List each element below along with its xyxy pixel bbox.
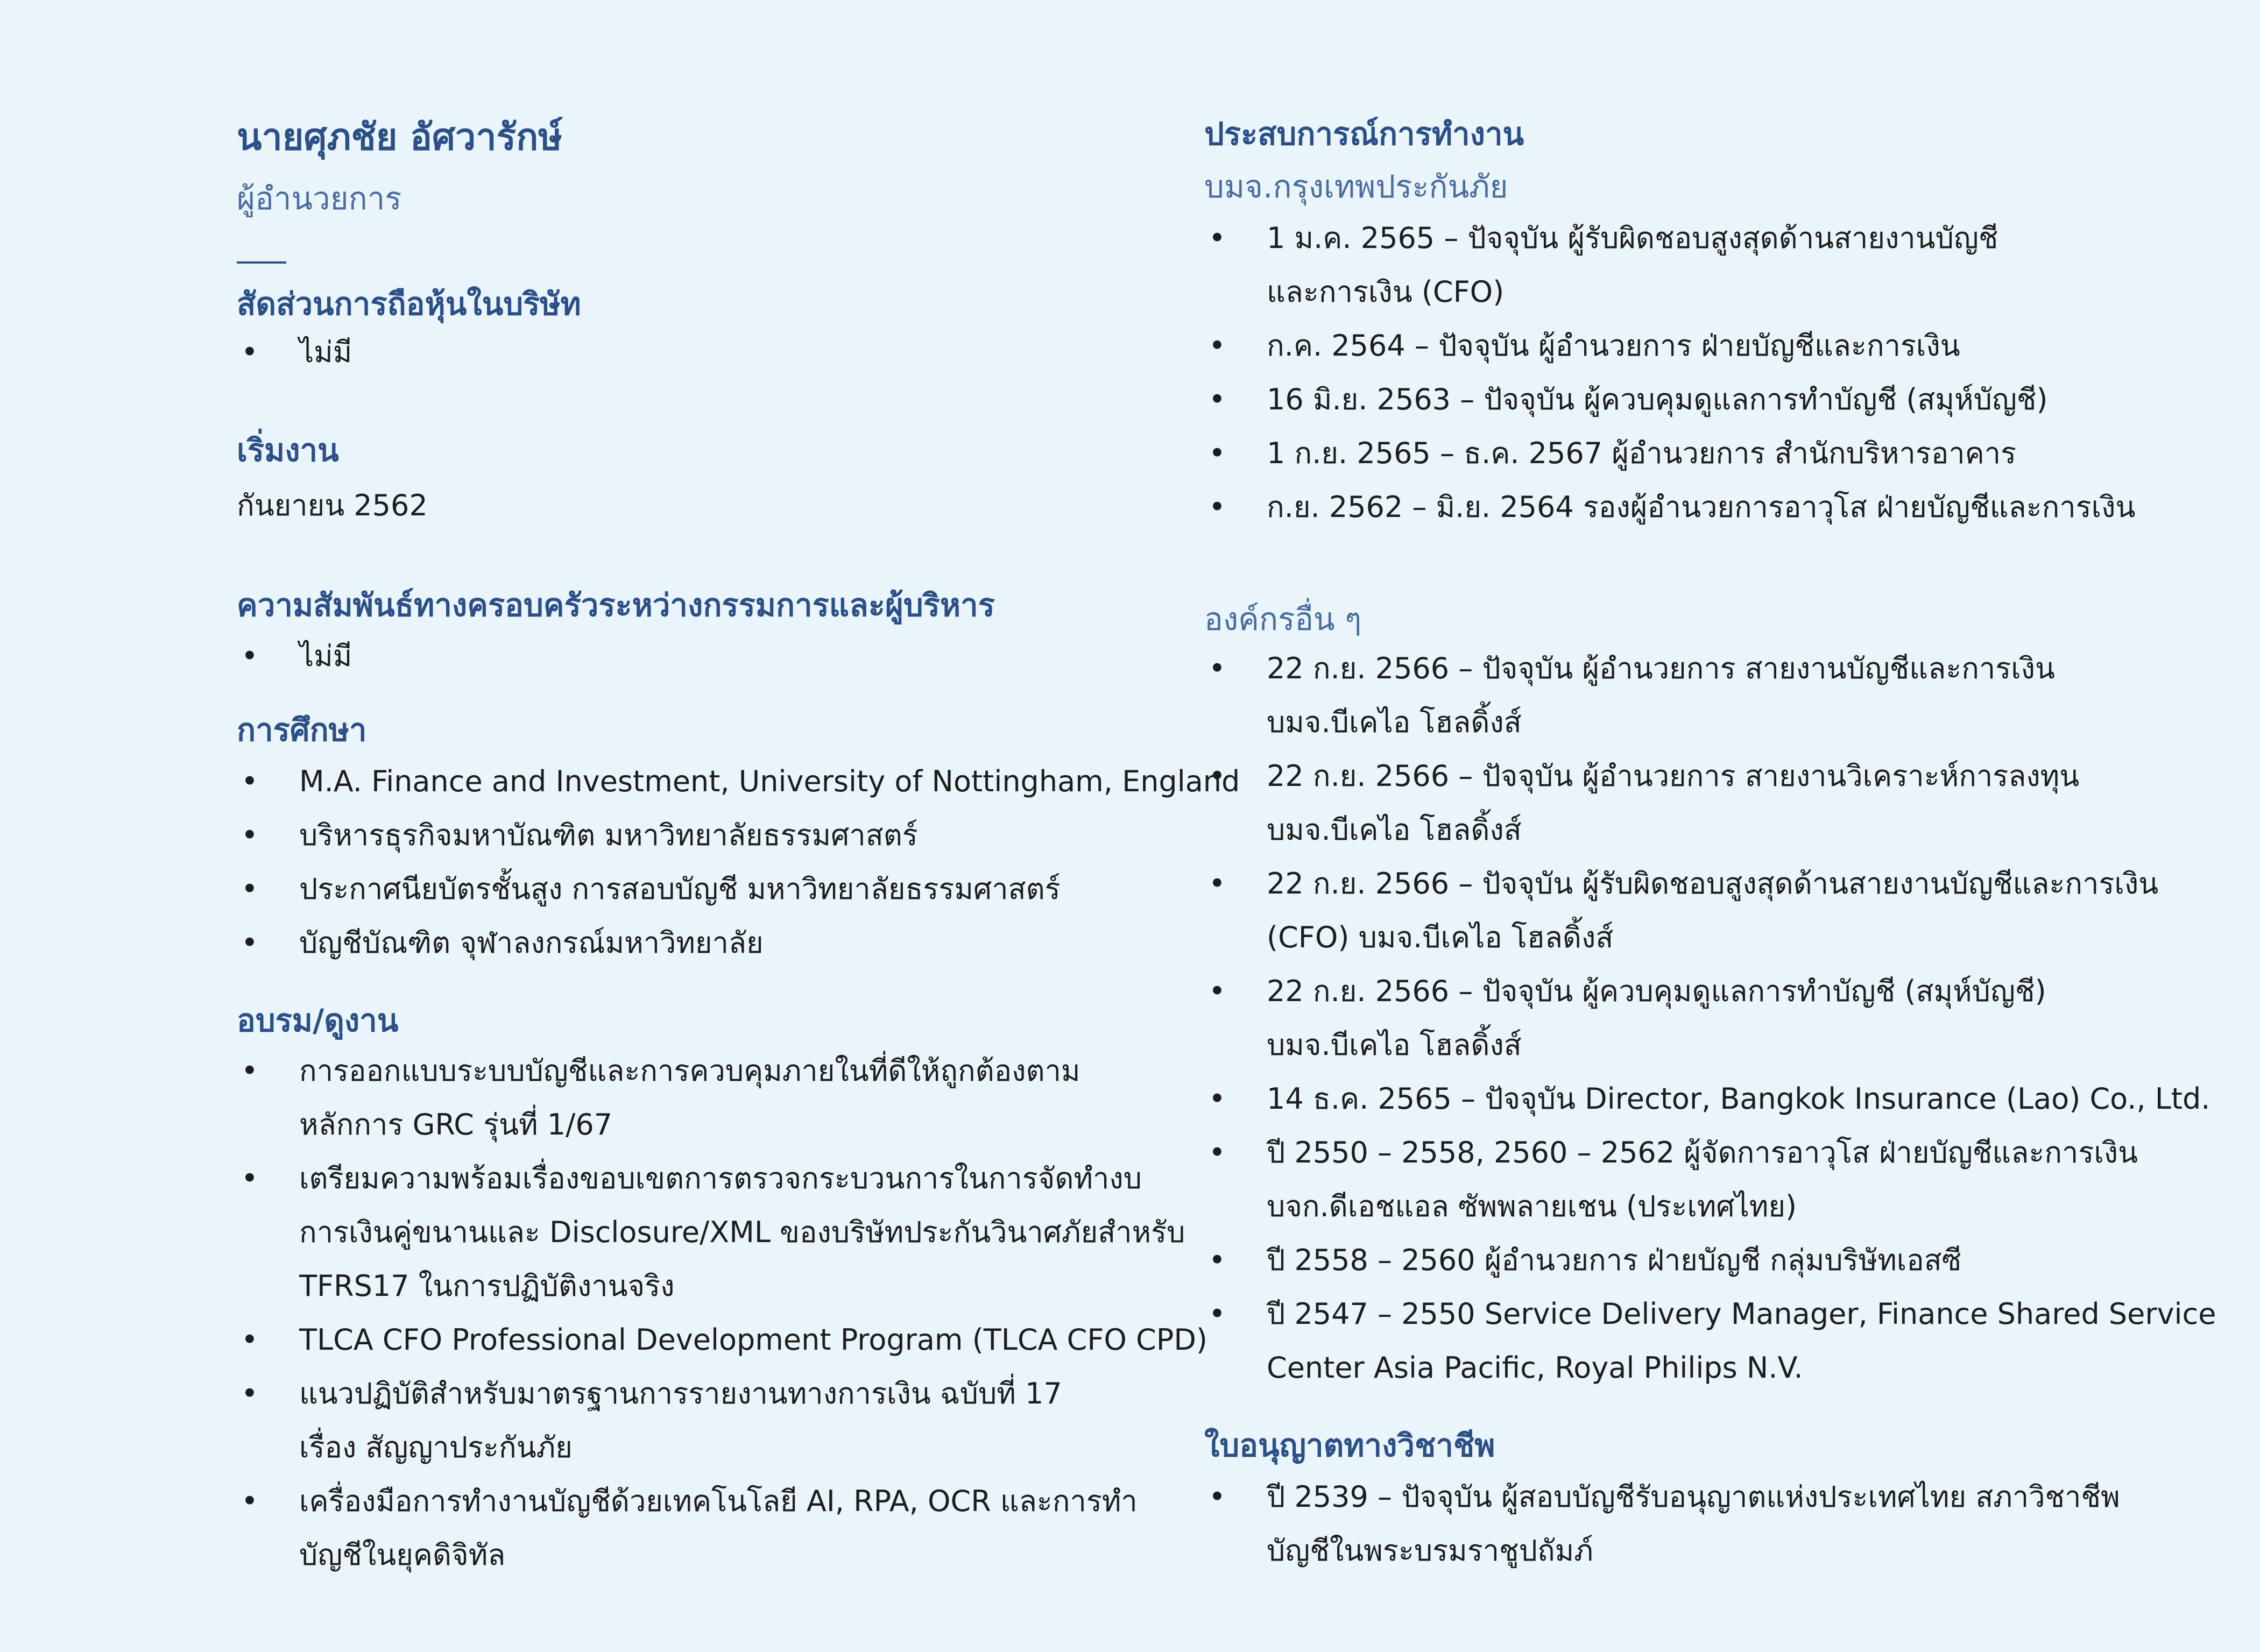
line: • 22 ก.ย. 2566 – ปัจจุบัน ผู้รับผิดชอบสูงสุดด้านสายงานบัญชีและการเงิน <box>1267 867 2159 901</box>
line: บจก.ดีเอชแอล ซัพพลายเชน (ประเทศไทย) <box>1267 1189 1797 1223</box>
education-list <box>237 755 1240 970</box>
list-item <box>1204 373 2135 427</box>
start-heading: เริ่มงาน <box>237 432 339 469</box>
list-item <box>1204 211 2135 319</box>
line: บมจ.บีเคไอ โฮลดิ้งส์ <box>1267 705 1522 739</box>
list-item <box>237 1152 1207 1313</box>
other-experience-list <box>1204 642 2216 1395</box>
line: • ปี 2550 – 2558, 2560 – 2562 ผู้จัดการอาวุโส ฝ่ายบัญชีและการเงิน <box>1267 1136 2138 1169</box>
list-item <box>1204 642 2216 749</box>
list-item <box>1204 749 2216 857</box>
list-item <box>237 1367 1207 1474</box>
line: • เตรียมความพร้อมเรื่องขอบเขตการตรวจกระบวนการในการจัดทำงบ <box>299 1161 1142 1195</box>
line: บัญชีในพระบรมราชูปถัมภ์ <box>1267 1534 1593 1568</box>
company-experience-list <box>1204 211 2135 534</box>
line: หลักการ GRC รุ่นที่ 1/67 <box>299 1108 613 1141</box>
list-item <box>1204 857 2216 965</box>
list-item: • ประกาศนียบัตรชั้นสูง การสอบบัญชี มหาวิทยาลัยธรรมศาสตร์ <box>237 862 1240 916</box>
list-item <box>1204 319 2135 373</box>
list-item: • ไม่มี <box>237 325 352 379</box>
license-list <box>1204 1470 2120 1578</box>
list-item: • บัญชีบัณฑิต จุฬาลงกรณ์มหาวิทยาลัย <box>237 916 1240 970</box>
line: บัญชีในยุคดิจิทัล <box>299 1538 506 1572</box>
other-org-label: องค์กรอื่น ๆ <box>1204 601 1362 637</box>
line: • 16 มิ.ย. 2563 – ปัจจุบัน ผู้ควบคุมดูแลการทำบัญชี (สมุห์บัญชี) <box>1267 382 2048 416</box>
training-list <box>237 1044 1207 1582</box>
line: • 22 ก.ย. 2566 – ปัจจุบัน ผู้อำนวยการ สายงานบัญชีและการเงิน <box>1267 651 2055 685</box>
line: TFRS17 ในการปฏิบัติงานจริง <box>299 1269 675 1303</box>
list-item <box>1204 1470 2120 1578</box>
line: • 22 ก.ย. 2566 – ปัจจุบัน ผู้ควบคุมดูแลการทำบัญชี (สมุห์บัญชี) <box>1267 974 2046 1008</box>
line: การเงินคู่ขนานและ Disclosure/XML ของบริษัทประกันวินาศภัยสำหรับ <box>299 1215 1185 1249</box>
line: • ก.ย. 2562 – มิ.ย. 2564 รองผู้อำนวยการอาวุโส ฝ่ายบัญชีและการเงิน <box>1267 490 2136 524</box>
shareholding-list <box>237 325 352 379</box>
person-name: นายศุภชัย อัศวารักษ์ <box>237 116 563 159</box>
line: เรื่อง สัญญาประกันภัย <box>299 1430 573 1464</box>
line: • 22 ก.ย. 2566 – ปัจจุบัน ผู้อำนวยการ สายงานวิเคราะห์การลงทุน <box>1267 759 2080 793</box>
list-item <box>1204 1287 2216 1395</box>
family-heading: ความสัมพันธ์ทางครอบครัวระหว่างกรรมการและผู้บริหาร <box>237 587 995 623</box>
training-heading: อบรม/ดูงาน <box>237 1002 399 1039</box>
list-item: • บริหารธุรกิจมหาบัณฑิต มหาวิทยาลัยธรรมศาสตร์ <box>237 809 1240 862</box>
company-label: บมจ.กรุงเทพประกันภัย <box>1204 168 1508 205</box>
list-item <box>1204 1126 2216 1233</box>
line: • TLCA CFO Professional Development Program (TLCA CFO CPD) <box>299 1323 1208 1357</box>
line: • เครื่องมือการทำงานบัญชีด้วยเทคโนโลยี AI, RPA, OCR และการทำ <box>299 1484 1138 1518</box>
list-item <box>1204 1233 2216 1287</box>
line: • ปี 2547 – 2550 Service Delivery Manager, Finance Shared Service <box>1267 1297 2216 1331</box>
list-item <box>237 1044 1207 1152</box>
line: Center Asia Pacific, Royal Philips N.V. <box>1267 1351 1803 1385</box>
family-list <box>237 629 352 683</box>
license-heading: ใบอนุญาตทางวิชาชีพ <box>1204 1427 1495 1464</box>
person-title: ผู้อำนวยการ <box>237 180 402 217</box>
list-item <box>237 1474 1207 1582</box>
list-item <box>1204 965 2216 1072</box>
line: • แนวปฏิบัติสำหรับมาตรฐานการรายงานทางการเงิน ฉบับที่ 17 <box>299 1377 1062 1410</box>
education-heading: การศึกษา <box>237 712 367 748</box>
line: บมจ.บีเคไอ โฮลดิ้งส์ <box>1267 1028 1522 1062</box>
line: • 1 ก.ย. 2565 – ธ.ค. 2567 ผู้อำนวยการ สำนักบริหารอาคาร <box>1267 436 2017 470</box>
line: บมจ.บีเคไอ โฮลดิ้งส์ <box>1267 813 1522 847</box>
list-item <box>1204 480 2135 534</box>
start-date: กันยายน 2562 <box>237 488 428 522</box>
list-item <box>1204 427 2135 480</box>
list-item <box>237 1313 1207 1367</box>
line: และการเงิน (CFO) <box>1267 275 1505 309</box>
list-item <box>1204 1072 2216 1126</box>
experience-heading: ประสบการณ์การทำงาน <box>1204 116 1524 152</box>
line: • ก.ค. 2564 – ปัจจุบัน ผู้อำนวยการ ฝ่ายบัญชีและการเงิน <box>1267 329 1960 363</box>
line: • 14 ธ.ค. 2565 – ปัจจุบัน Director, Bangkok Insurance (Lao) Co., Ltd. <box>1267 1082 2210 1116</box>
line: (CFO) บมจ.บีเคไอ โฮลดิ้งส์ <box>1267 920 1614 954</box>
divider <box>237 261 286 264</box>
list-item: • M.A. Finance and Investment, University of Nottingham, England <box>237 755 1240 809</box>
line: • ปี 2558 – 2560 ผู้อำนวยการ ฝ่ายบัญชี กลุ่มบริษัทเอสซี <box>1267 1243 1962 1277</box>
list-item: • ไม่มี <box>237 629 352 683</box>
line: • 1 ม.ค. 2565 – ปัจจุบัน ผู้รับผิดชอบสูงสุดด้านสายงานบัญชี <box>1267 221 1998 255</box>
line: • การออกแบบระบบบัญชีและการควบคุมภายในที่ดีให้ถูกต้องตาม <box>299 1054 1080 1088</box>
shareholding-heading: สัดส่วนการถือหุ้นในบริษัท <box>237 286 581 322</box>
line: • ปี 2539 – ปัจจุบัน ผู้สอบบัญชีรับอนุญาตแห่งประเทศไทย สภาวิชาชีพ <box>1267 1480 2120 1514</box>
